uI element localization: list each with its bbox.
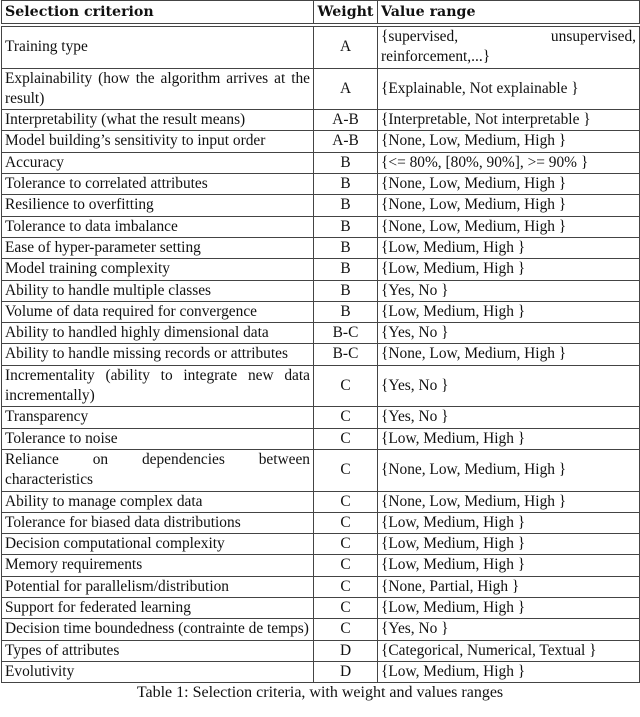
criterion-cell: Decision time boundedness (contrainte de temps) (2, 619, 314, 640)
table-row (2, 27, 640, 69)
value-range-cell: {Yes, No } (378, 365, 640, 407)
value-range-cell: {<= 80%, [80%, 90%], >= 90% } (378, 152, 640, 173)
weight-cell: B (314, 216, 378, 237)
criterion-cell: Accuracy (2, 152, 314, 173)
weight-cell: B (314, 237, 378, 258)
criterion-cell: Memory requirements (2, 555, 314, 576)
table-row (2, 152, 640, 173)
table-row (2, 323, 640, 344)
weight-cell: B-C (314, 344, 378, 365)
weight-cell: C (314, 534, 378, 555)
criterion-cell: Volume of data required for convergence (2, 301, 314, 322)
value-range-cell: {None, Low, Medium, High } (378, 344, 640, 365)
weight-cell: A-B (314, 110, 378, 131)
table-row (2, 640, 640, 661)
criterion-cell: Training type (2, 27, 314, 69)
criterion-cell: Transparency (2, 407, 314, 428)
table-caption: Table 1: Selection criteria, with weight and values ranges (136, 684, 504, 702)
value-range-cell: {Yes, No } (378, 619, 640, 640)
criterion-cell: Decision computational complexity (2, 534, 314, 555)
table-row (2, 344, 640, 365)
weight-cell: B (314, 259, 378, 280)
value-range-cell: {supervised, unsupervised, reinforcement,...} (378, 27, 640, 69)
table-row (2, 68, 640, 110)
value-range-cell: {Low, Medium, High } (378, 534, 640, 555)
table-row (2, 174, 640, 195)
table-row (2, 534, 640, 555)
weight-cell: C (314, 365, 378, 407)
weight-cell: B (314, 280, 378, 301)
table-row (2, 216, 640, 237)
value-range-cell: {Low, Medium, High } (378, 512, 640, 533)
value-range-cell: {None, Low, Medium, High } (378, 449, 640, 491)
table-row (2, 237, 640, 258)
header-value-range: Value range (378, 1, 640, 24)
criterion-cell: Potential for parallelism/distribution (2, 576, 314, 597)
criterion-cell: Reliance on dependencies between characteristics (2, 449, 314, 491)
weight-cell: C (314, 619, 378, 640)
header-weight: Weight (314, 1, 378, 24)
weight-cell: B (314, 301, 378, 322)
criterion-cell: Evolutivity (2, 661, 314, 682)
table-row (2, 301, 640, 322)
criterion-cell: Ability to manage complex data (2, 491, 314, 512)
weight-cell: B-C (314, 323, 378, 344)
table-row (2, 576, 640, 597)
table-row (2, 428, 640, 449)
value-range-cell: {None, Low, Medium, High } (378, 131, 640, 152)
criterion-cell: Resilience to overfitting (2, 195, 314, 216)
weight-cell: C (314, 428, 378, 449)
table-row (2, 619, 640, 640)
criterion-cell: Ability to handle missing records or attributes (2, 344, 314, 365)
weight-cell: C (314, 449, 378, 491)
criterion-cell: Types of attributes (2, 640, 314, 661)
weight-cell: B (314, 195, 378, 216)
header-row (2, 1, 640, 24)
weight-cell: D (314, 661, 378, 682)
value-range-cell: {Yes, No } (378, 407, 640, 428)
weight-cell: A-B (314, 131, 378, 152)
weight-cell: C (314, 491, 378, 512)
value-range-cell: {Low, Medium, High } (378, 237, 640, 258)
criterion-cell: Tolerance to correlated attributes (2, 174, 314, 195)
value-range-cell: {Interpretable, Not interpretable } (378, 110, 640, 131)
value-range-cell: {None, Low, Medium, High } (378, 174, 640, 195)
table-row (2, 110, 640, 131)
value-range-cell: {Low, Medium, High } (378, 598, 640, 619)
value-range-cell: {Low, Medium, High } (378, 661, 640, 682)
weight-cell: A (314, 27, 378, 69)
table-row (2, 512, 640, 533)
value-range-cell: {Low, Medium, High } (378, 555, 640, 576)
criterion-cell: Tolerance to noise (2, 428, 314, 449)
weight-cell: C (314, 512, 378, 533)
table-row (2, 661, 640, 682)
table-row (2, 555, 640, 576)
value-range-cell: {Yes, No } (378, 280, 640, 301)
table-row (2, 449, 640, 491)
criterion-cell: Model building’s sensitivity to input order (2, 131, 314, 152)
criterion-cell: Model training complexity (2, 259, 314, 280)
table-row (2, 598, 640, 619)
table-row (2, 365, 640, 407)
criterion-cell: Tolerance for biased data distributions (2, 512, 314, 533)
value-range-cell: {None, Low, Medium, High } (378, 195, 640, 216)
weight-cell: C (314, 576, 378, 597)
weight-cell: C (314, 598, 378, 619)
criterion-cell: Tolerance to data imbalance (2, 216, 314, 237)
value-range-cell: {None, Partial, High } (378, 576, 640, 597)
value-range-cell: {Explainable, Not explainable } (378, 68, 640, 110)
table-row (2, 491, 640, 512)
value-range-cell: {None, Low, Medium, High } (378, 491, 640, 512)
value-range-cell: {Categorical, Numerical, Textual } (378, 640, 640, 661)
table-row (2, 407, 640, 428)
criterion-cell: Ability to handle multiple classes (2, 280, 314, 301)
criterion-cell: Interpretability (what the result means) (2, 110, 314, 131)
weight-cell: C (314, 555, 378, 576)
table-row (2, 195, 640, 216)
weight-cell: A (314, 68, 378, 110)
header-criterion: Selection criterion (2, 1, 314, 24)
criterion-cell: Explainability (how the algorithm arrives at the result) (2, 68, 314, 110)
weight-cell: B (314, 174, 378, 195)
criterion-cell: Ability to handled highly dimensional data (2, 323, 314, 344)
value-range-cell: {Low, Medium, High } (378, 259, 640, 280)
value-range-cell: {Low, Medium, High } (378, 301, 640, 322)
table-row (2, 131, 640, 152)
weight-cell: D (314, 640, 378, 661)
criterion-cell: Incrementality (ability to integrate new data incrementally) (2, 365, 314, 407)
table-row (2, 280, 640, 301)
criterion-cell: Ease of hyper-parameter setting (2, 237, 314, 258)
table-row (2, 259, 640, 280)
weight-cell: C (314, 407, 378, 428)
weight-cell: B (314, 152, 378, 173)
selection-criteria-table (1, 0, 640, 683)
criterion-cell: Support for federated learning (2, 598, 314, 619)
value-range-cell: {None, Low, Medium, High } (378, 216, 640, 237)
value-range-cell: {Low, Medium, High } (378, 428, 640, 449)
value-range-cell: {Yes, No } (378, 323, 640, 344)
